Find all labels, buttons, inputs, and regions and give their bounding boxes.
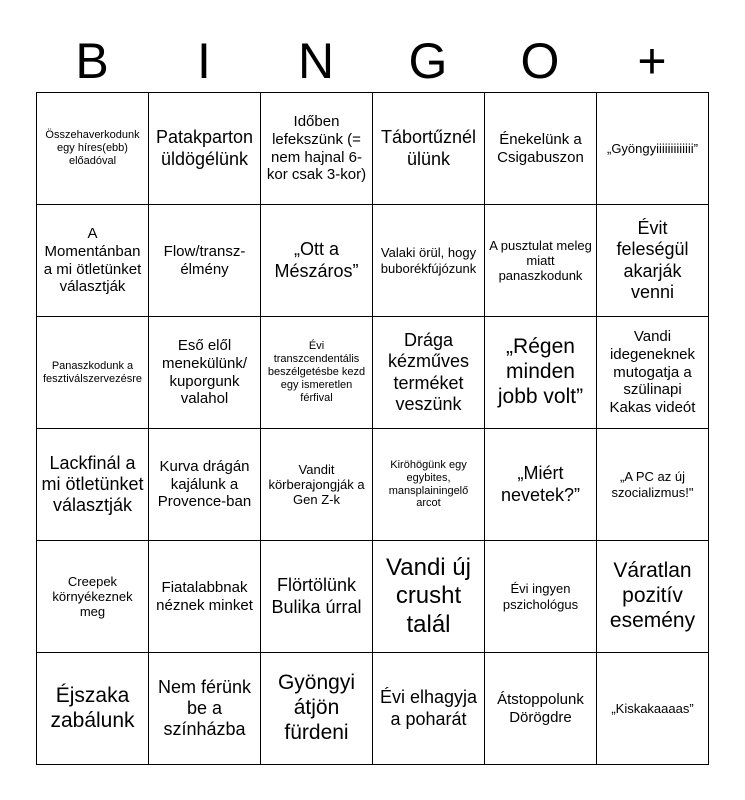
bingo-cell[interactable]: „Gyöngyiiiiiiiiiiiii” xyxy=(597,93,709,205)
bingo-cell[interactable]: Éjszaka zabálunk xyxy=(37,653,149,765)
bingo-cell[interactable]: Váratlan pozitív esemény xyxy=(597,541,709,653)
bingo-cell[interactable]: Évi transzcendentális beszélgetésbe kezd egy ismeretlen férfival xyxy=(261,317,373,429)
header-letter-n: N xyxy=(297,33,335,89)
bingo-cell[interactable]: Énekelünk a Csigabuszon xyxy=(485,93,597,205)
bingo-cell[interactable]: Időben lefekszünk (= nem hajnal 6-kor csak 3-kor) xyxy=(261,93,373,205)
bingo-cell[interactable]: Nem férünk be a színházba xyxy=(149,653,261,765)
bingo-cell[interactable]: Vandit körberajongják a Gen Z-k xyxy=(261,429,373,541)
bingo-cell[interactable]: Kurva drágán kajálunk a Provence-ban xyxy=(149,429,261,541)
bingo-cell[interactable]: Vandi új crusht talál xyxy=(373,541,485,653)
bingo-header xyxy=(36,30,708,92)
bingo-row xyxy=(37,317,709,429)
bingo-cell[interactable]: Évi elhagyja a poharát xyxy=(373,653,485,765)
bingo-cell[interactable]: „Miért nevetek?” xyxy=(485,429,597,541)
bingo-cell[interactable]: Tábortűznél ülünk xyxy=(373,93,485,205)
bingo-cell[interactable]: Évit feleségül akarják venni xyxy=(597,205,709,317)
bingo-cell[interactable]: Flörtölünk Bulika úrral xyxy=(261,541,373,653)
bingo-cell[interactable]: Drága kézműves terméket veszünk xyxy=(373,317,485,429)
bingo-cell[interactable]: Valaki örül, hogy buborékfújózunk xyxy=(373,205,485,317)
bingo-cell[interactable]: A pusztulat meleg miatt panaszkodunk xyxy=(485,205,597,317)
bingo-cell[interactable]: Creepek környékeznek meg xyxy=(37,541,149,653)
bingo-cell[interactable]: „Kiskakaaaas” xyxy=(597,653,709,765)
bingo-row xyxy=(37,429,709,541)
bingo-cell[interactable]: „A PC az új szocializmus!" xyxy=(597,429,709,541)
bingo-cell[interactable]: Vandi idegeneknek mutogatja a szülinapi Kakas videót xyxy=(597,317,709,429)
header-letter-o: O xyxy=(520,33,560,89)
bingo-cell[interactable]: „Ott a Mészáros” xyxy=(261,205,373,317)
bingo-grid xyxy=(36,92,709,765)
bingo-cell[interactable]: Átstoppolunk Dörögdre xyxy=(485,653,597,765)
bingo-cell[interactable]: A Momentánban a mi ötletünket választják xyxy=(37,205,149,317)
bingo-cell[interactable]: Összehaverkodunk egy híres(ebb) előadóval xyxy=(37,93,149,205)
header-letter-plus: + xyxy=(637,33,667,89)
bingo-cell[interactable]: „Régen minden jobb volt” xyxy=(485,317,597,429)
header-letter-g: G xyxy=(408,33,448,89)
bingo-cell[interactable]: Lackfinál a mi ötletünket választják xyxy=(37,429,149,541)
bingo-cell[interactable]: Patakparton üldögélünk xyxy=(149,93,261,205)
bingo-cell[interactable]: Panaszkodunk a fesztiválszervezésre xyxy=(37,317,149,429)
header-letter-i: I xyxy=(197,33,211,89)
bingo-row xyxy=(37,541,709,653)
bingo-cell[interactable]: Gyöngyi átjön fürdeni xyxy=(261,653,373,765)
bingo-cell[interactable]: Flow/transz-élmény xyxy=(149,205,261,317)
header-letter-b: B xyxy=(75,33,109,89)
bingo-cell[interactable]: Kiröhögünk egy egybites, mansplainingelő arcot xyxy=(373,429,485,541)
bingo-row xyxy=(37,653,709,765)
bingo-row xyxy=(37,93,709,205)
bingo-cell[interactable]: Évi ingyen pszichológus xyxy=(485,541,597,653)
bingo-row xyxy=(37,205,709,317)
bingo-cell[interactable]: Eső elől menekülünk/ kuporgunk valahol xyxy=(149,317,261,429)
bingo-cell[interactable]: Fiatalabbnak néznek minket xyxy=(149,541,261,653)
